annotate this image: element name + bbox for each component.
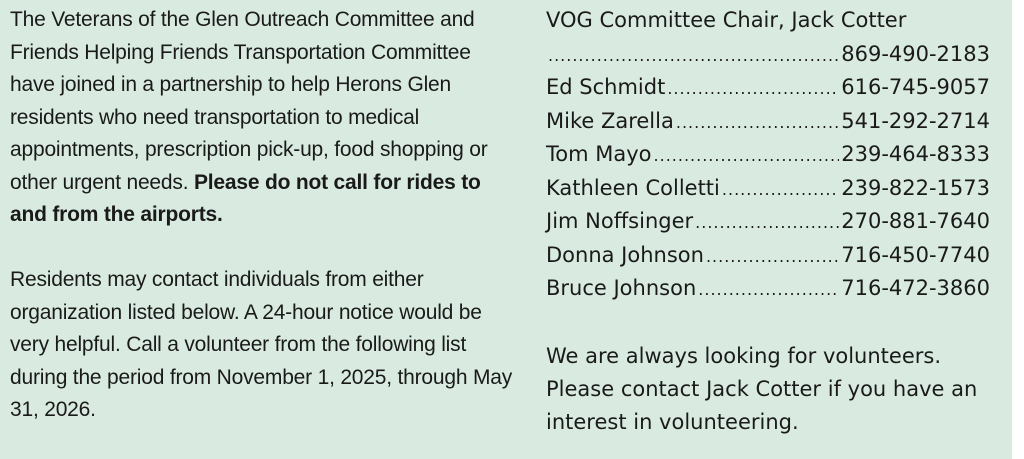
chair-phone-row <box>546 38 990 72</box>
contact-phone: 239-464-8333 <box>841 142 990 166</box>
contact-name: Tom Mayo <box>546 142 652 166</box>
contact-phone: 270-881-7640 <box>841 209 990 233</box>
intro-paragraph <box>10 4 520 232</box>
contact-name: Donna Johnson <box>546 242 704 267</box>
dot-leader <box>548 39 839 73</box>
contact-phone: 239-822-1573 <box>841 175 990 200</box>
contact-name: Ed Schmidt <box>546 75 666 99</box>
dot-leader <box>676 106 839 140</box>
chair-phone: 869-490-2183 <box>841 41 990 66</box>
contact-name: Jim Noffsinger <box>546 209 694 233</box>
contact-row <box>546 272 990 306</box>
contact-row <box>546 205 990 239</box>
contact-row <box>546 138 990 172</box>
chair-label: VOG Committee Chair, Jack Cotter <box>546 8 907 32</box>
dot-leader <box>722 173 839 207</box>
contact-name: Mike Zarella <box>546 108 674 133</box>
contact-phone: 616-745-9057 <box>841 75 990 99</box>
contact-row <box>546 239 990 273</box>
intro-column <box>10 4 520 427</box>
airport-warning: Please do not call for rides to and from the airports. <box>10 170 481 226</box>
dot-leader <box>667 72 839 106</box>
dot-leader <box>695 206 839 240</box>
page-edge <box>1012 0 1024 459</box>
contact-name: Bruce Johnson <box>546 276 697 300</box>
contact-name: Kathleen Colletti <box>546 175 720 200</box>
contact-row <box>546 105 990 139</box>
contacts-column <box>546 4 990 439</box>
volunteer-note: We are always looking for volunteers. Please contact Jack Cotter if you have an interest in volunteering. <box>546 343 978 434</box>
contact-row <box>546 172 990 206</box>
contact-phone: 716-450-7740 <box>841 242 990 267</box>
contact-phone: 541-292-2714 <box>841 108 990 133</box>
contact-phone: 716-472-3860 <box>841 276 990 300</box>
dot-leader <box>706 240 839 274</box>
contact-instructions: Residents may contact individuals from either organization listed below. A 24-hour notice would be very helpful. Call a volunteer from the following list during the period from November 1, 2025, through May 31, 2026. <box>10 268 513 421</box>
intro-text: The Veterans of the Glen Outreach Committee and Friends Helping Friends Transportation Committee have joined in a partnership to help Herons Glen residents who need transportation to medical appointments, prescription pick-up, food shopping or other urgent needs. <box>10 8 488 194</box>
contact-row <box>546 71 990 105</box>
dot-leader <box>698 273 839 307</box>
dot-leader <box>654 139 840 173</box>
